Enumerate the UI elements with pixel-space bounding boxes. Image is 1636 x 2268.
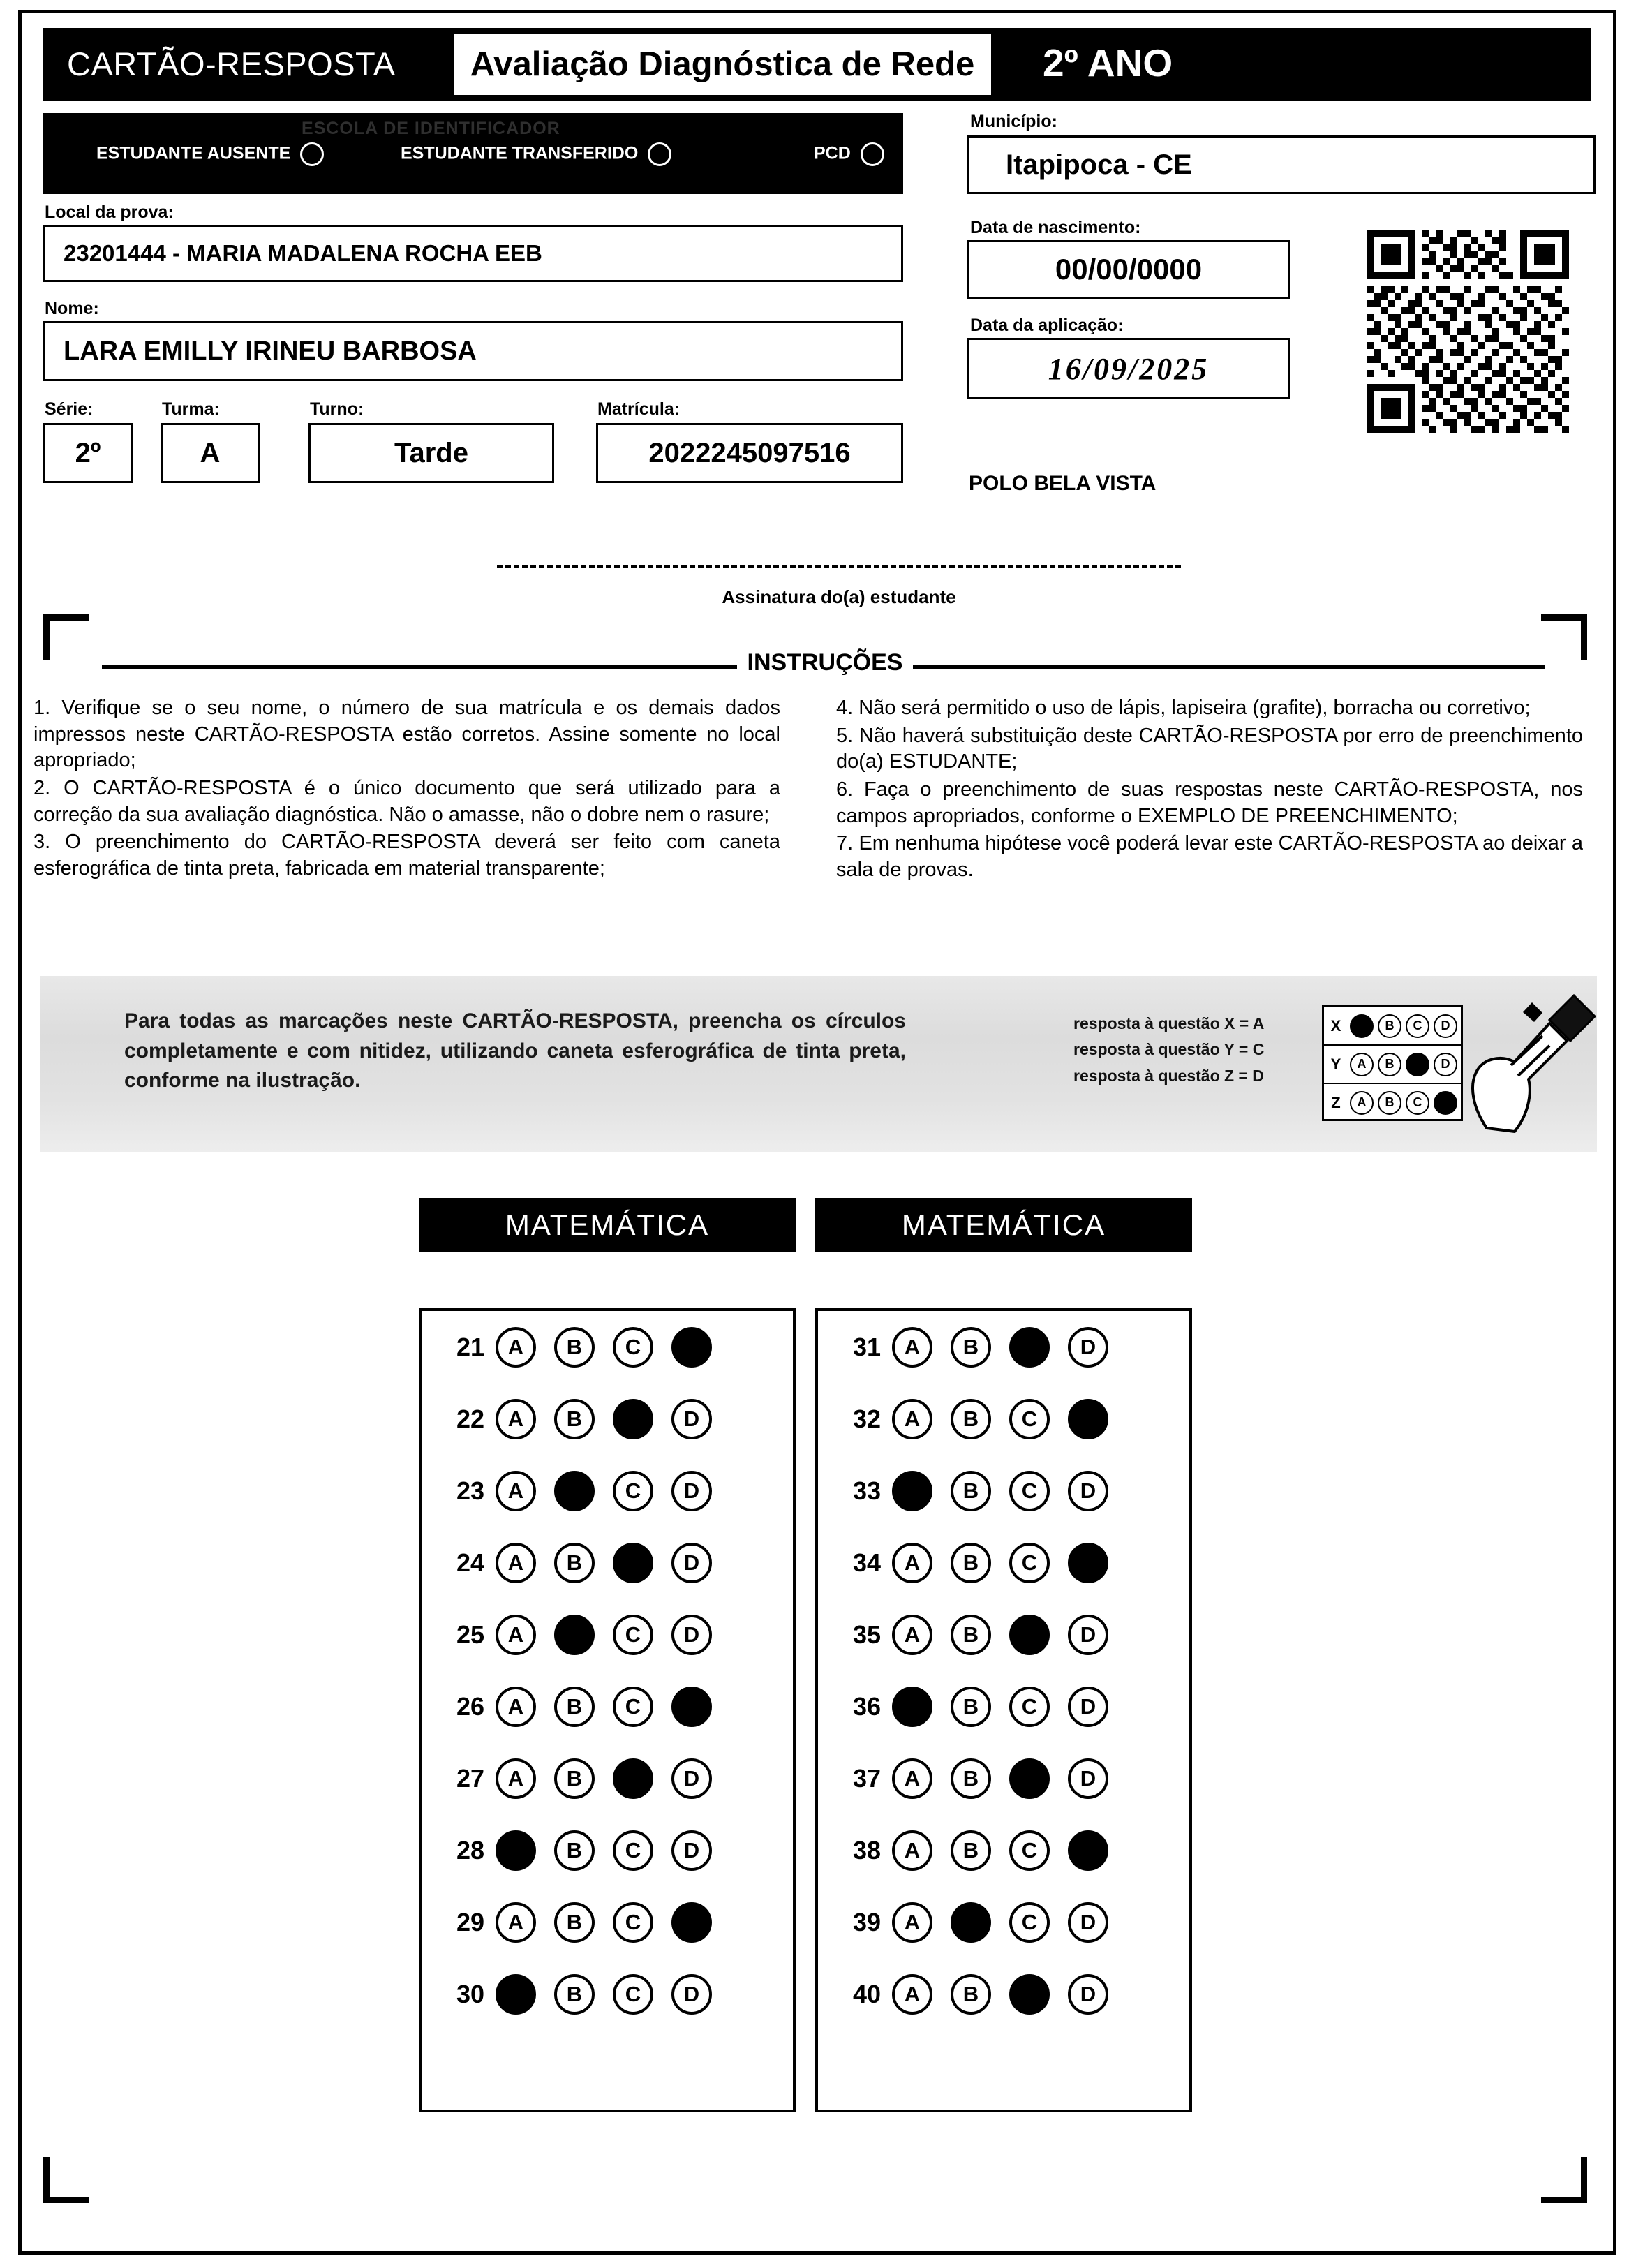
subject-header-block-2: MATEMÁTICA [815,1198,1192,1252]
question-row[interactable] [818,1383,1189,1455]
option-bubble-c[interactable]: C [1009,1830,1050,1871]
option-bubble-b[interactable]: B [554,1758,595,1799]
option-bubble-c[interactable]: C [1009,1974,1050,2015]
example-bubble: D [1434,1091,1457,1115]
local-label: Local da prova: [45,202,174,222]
nascimento-value: 00/00/0000 [1055,253,1203,286]
corner-mark-top-left [43,614,89,660]
question-number: 39 [852,1907,881,1936]
option-bubble-a[interactable]: A [892,1471,932,1511]
question-row[interactable] [422,1455,793,1527]
question-row[interactable] [818,1599,1189,1670]
question-number: 27 [456,1763,484,1793]
question-number: 22 [456,1404,484,1433]
option-bubble-b[interactable]: B [951,1758,991,1799]
question-row[interactable] [818,1311,1189,1383]
option-bubble-b[interactable]: B [951,1543,991,1583]
local-field[interactable] [43,225,903,282]
signature-line [497,565,1181,568]
option-bubble-d[interactable]: D [1068,1471,1108,1511]
aplicacao-field[interactable] [967,338,1290,399]
option-bubble-c[interactable]: C [613,1902,653,1943]
option-bubble-c[interactable]: C [1009,1543,1050,1583]
question-row[interactable] [422,1958,793,2030]
student-absent-label: ESTUDANTE AUSENTE [96,143,291,163]
option-bubble-b[interactable]: B [951,1687,991,1727]
option-bubble-a[interactable]: A [496,1471,536,1511]
option-bubble-d[interactable]: D [1068,1399,1108,1439]
fill-example-text: Para todas as marcações neste CARTÃO-RESPOSTA, preencha os círculos completamente e com nitidez, utilizando caneta esferográfica de tinta preta, conforme na ilustração. [124,1009,906,1092]
question-row[interactable] [818,1742,1189,1814]
option-bubble-a[interactable]: A [496,1687,536,1727]
option-bubble-b[interactable]: B [554,1327,595,1368]
example-row-label: X [1330,1016,1341,1035]
instruction-item: 7. Em nenhuma hipótese você poderá levar este CARTÃO-RESPOSTA ao deixar a sala de provas. [836,832,1583,882]
question-number: 25 [456,1620,484,1649]
option-bubble-d[interactable]: D [671,1615,712,1655]
option-bubble-c[interactable]: C [1009,1687,1050,1727]
option-bubble-a[interactable]: A [496,1758,536,1799]
instructions-title: INSTRUÇÕES [747,649,903,676]
question-number: 23 [456,1476,484,1505]
question-row[interactable] [818,1670,1189,1742]
absent-bubble[interactable] [300,142,324,166]
option-bubble-c[interactable]: C [613,1758,653,1799]
option-bubble-b[interactable]: B [554,1615,595,1655]
polo-label: POLO BELA VISTA [969,472,1157,495]
instructions-rule-right [913,665,1545,669]
example-row-label: Y [1330,1055,1341,1073]
question-number: 21 [456,1332,484,1361]
hand-with-pen-icon [1445,988,1597,1142]
option-bubble-d[interactable]: D [671,1543,712,1583]
exam-title: Avaliação Diagnóstica de Rede [454,34,991,95]
instruction-item: 5. Não haverá substituição deste CARTÃO-RESPOSTA por erro de preenchimento do(a) ESTUDANTE; [836,724,1583,773]
option-bubble-a[interactable]: A [496,1399,536,1439]
option-bubble-a[interactable]: A [892,1902,932,1943]
qr-code [1367,230,1569,433]
example-bubble: A [1350,1091,1374,1115]
option-bubble-d[interactable]: D [671,1687,712,1727]
signature-label: Assinatura do(a) estudante [722,586,956,607]
aplicacao-value: 16/09/2025 [1048,351,1210,386]
question-number: 34 [852,1548,881,1577]
option-bubble-a[interactable]: A [892,1615,932,1655]
option-bubble-d[interactable]: D [1068,1687,1108,1727]
example-bubble: C [1406,1053,1429,1076]
serie-label: Série: [45,399,94,419]
question-number: 37 [852,1763,881,1793]
option-bubble-b[interactable]: B [554,1543,595,1583]
option-bubble-d[interactable]: D [1068,1327,1108,1368]
option-bubble-d[interactable]: D [1068,1543,1108,1583]
turno-value: Tarde [394,437,468,468]
option-bubble-d[interactable]: D [1068,1974,1108,2015]
serie-value: 2º [75,437,101,468]
option-bubble-a[interactable]: A [496,1615,536,1655]
option-bubble-d[interactable]: D [1068,1758,1108,1799]
grade-level: 2º ANO [1043,41,1173,84]
turno-field[interactable] [308,423,554,483]
example-bubble: C [1406,1014,1429,1038]
matricula-value: 2022245097516 [648,437,851,468]
option-bubble-b[interactable]: B [951,1471,991,1511]
nome-field[interactable] [43,321,903,381]
question-row[interactable] [422,1527,793,1599]
option-bubble-b[interactable]: B [951,1615,991,1655]
option-bubble-b[interactable]: B [554,1687,595,1727]
question-row[interactable] [422,1670,793,1742]
example-bubble: B [1378,1091,1401,1115]
option-bubble-a[interactable]: A [892,1758,932,1799]
option-bubble-c[interactable]: C [1009,1327,1050,1368]
turma-label: Turma: [162,399,220,419]
option-bubble-a[interactable]: A [892,1327,932,1368]
answer-block-2 [815,1308,1192,2112]
option-bubble-a[interactable]: A [892,1830,932,1871]
option-bubble-d[interactable]: D [671,1830,712,1871]
option-bubble-b[interactable]: B [554,1399,595,1439]
option-bubble-a[interactable]: A [892,1687,932,1727]
instruction-item: 6. Faça o preenchimento de suas respostas neste CARTÃO-RESPOSTA, nos campos apropriados, conforme o EXEMPLO DE PREENCHIMENTO; [836,778,1583,827]
nascimento-field[interactable] [967,240,1290,299]
question-number: 35 [852,1620,881,1649]
municipio-field[interactable] [967,135,1596,194]
example-row [1324,1046,1461,1084]
option-bubble-b[interactable]: B [554,1471,595,1511]
question-number: 40 [852,1979,881,2008]
option-bubble-b[interactable]: B [951,1830,991,1871]
answer-block-1 [419,1308,796,2112]
instruction-item: 4. Não será permitido o uso de lápis, lapiseira (grafite), borracha ou corretivo; [836,697,1531,719]
option-bubble-b[interactable]: B [951,1327,991,1368]
student-status-bar [43,113,903,194]
aplicacao-label: Data da aplicação: [970,316,1124,335]
example-answer-line: resposta à questão Z = D [1073,1066,1264,1085]
nome-value: LARA EMILLY IRINEU BARBOSA [64,336,477,366]
example-bubble: D [1434,1053,1457,1076]
turma-value: A [200,437,221,468]
matricula-field[interactable] [596,423,903,483]
municipio-value: Itapipoca - CE [1006,149,1192,180]
pcd-bubble[interactable] [861,142,884,166]
fill-example-grid [1322,1005,1463,1121]
option-bubble-a[interactable]: A [496,1902,536,1943]
option-bubble-b[interactable]: B [554,1974,595,2015]
question-number: 32 [852,1404,881,1433]
example-bubble: A [1350,1053,1374,1076]
question-number: 26 [456,1691,484,1721]
student-transferred-option[interactable] [401,142,671,166]
student-absent-option[interactable] [96,142,324,166]
option-bubble-c[interactable]: C [1009,1615,1050,1655]
option-bubble-c[interactable]: C [613,1974,653,2015]
school-identifier-label: ESCOLA DE IDENTIFICADOR [302,119,560,138]
question-row[interactable] [422,1383,793,1455]
instruction-item: 2. O CARTÃO-RESPOSTA é o único documento que será utilizado para a correção da sua avaliação diagnóstica. Não o amasse, não o dobre nem o rasure; [34,777,780,826]
option-bubble-c[interactable]: C [613,1615,653,1655]
question-row[interactable] [818,1455,1189,1527]
option-bubble-b[interactable]: B [951,1974,991,2015]
option-bubble-b[interactable]: B [951,1399,991,1439]
option-bubble-c[interactable]: C [613,1830,653,1871]
option-bubble-d[interactable]: D [671,1471,712,1511]
question-number: 38 [852,1835,881,1865]
local-value: 23201444 - MARIA MADALENA ROCHA EEB [64,240,542,266]
example-answer-line: resposta à questão X = A [1073,1014,1265,1032]
question-number: 28 [456,1835,484,1865]
option-bubble-c[interactable]: C [613,1687,653,1727]
option-bubble-c[interactable]: C [613,1327,653,1368]
subject-header-block-1: MATEMÁTICA [419,1198,796,1252]
nascimento-label: Data de nascimento: [970,218,1141,237]
question-row[interactable] [422,1814,793,1886]
question-number: 29 [456,1907,484,1936]
option-bubble-c[interactable]: C [613,1471,653,1511]
instruction-item: 3. O preenchimento do CARTÃO-RESPOSTA deverá ser feito com caneta esferográfica de tinta preta, fabricada em material transparente; [34,831,780,880]
municipio-label: Município: [970,112,1057,131]
instruction-item: 1. Verifique se o seu nome, o número de sua matrícula e os demais dados impressos neste CARTÃO-RESPOSTA estão corretos. Assine somente no local apropriado; [34,697,780,772]
question-row[interactable] [818,1958,1189,2030]
instructions-column-left [34,695,780,884]
option-bubble-b[interactable]: B [951,1902,991,1943]
option-bubble-a[interactable]: A [892,1399,932,1439]
question-number: 24 [456,1548,484,1577]
option-bubble-c[interactable]: C [1009,1758,1050,1799]
option-bubble-d[interactable]: D [671,1974,712,2015]
page-title: CARTÃO-RESPOSTA [67,45,396,82]
option-bubble-d[interactable]: D [1068,1902,1108,1943]
option-bubble-c[interactable]: C [1009,1399,1050,1439]
question-row[interactable] [422,1886,793,1958]
corner-mark-bottom-right [1541,2157,1587,2203]
corner-mark-bottom-left [43,2157,89,2203]
option-bubble-d[interactable]: D [671,1327,712,1368]
option-bubble-d[interactable]: D [1068,1615,1108,1655]
question-row[interactable] [422,1742,793,1814]
option-bubble-a[interactable]: A [496,1974,536,2015]
option-bubble-a[interactable]: A [496,1543,536,1583]
option-bubble-a[interactable]: A [496,1327,536,1368]
example-bubble: D [1434,1014,1457,1038]
example-row [1324,1007,1461,1046]
option-bubble-c[interactable]: C [1009,1902,1050,1943]
transferred-bubble[interactable] [648,142,671,166]
fill-example-answers [1073,1011,1264,1089]
example-bubble: B [1378,1014,1401,1038]
question-number: 36 [852,1691,881,1721]
option-bubble-c[interactable]: C [613,1543,653,1583]
question-row[interactable] [818,1886,1189,1958]
option-bubble-b[interactable]: B [554,1830,595,1871]
example-row-label: Z [1331,1093,1341,1111]
example-bubble: C [1406,1091,1429,1115]
question-row[interactable] [818,1814,1189,1886]
option-bubble-b[interactable]: B [554,1902,595,1943]
student-transferred-label: ESTUDANTE TRANSFERIDO [401,143,639,163]
question-number: 31 [852,1332,881,1361]
option-bubble-a[interactable]: A [892,1974,932,2015]
option-bubble-c[interactable]: C [613,1399,653,1439]
option-bubble-d[interactable]: D [671,1902,712,1943]
turma-field[interactable] [161,423,260,483]
option-bubble-d[interactable]: D [671,1399,712,1439]
document-header [43,28,1591,101]
example-bubble: A [1350,1014,1374,1038]
option-bubble-c[interactable]: C [1009,1471,1050,1511]
example-row [1324,1084,1461,1121]
question-number: 33 [852,1476,881,1505]
option-bubble-a[interactable]: A [892,1543,932,1583]
example-answer-line: resposta à questão Y = C [1073,1040,1265,1059]
corner-mark-top-right [1541,614,1587,660]
option-bubble-d[interactable]: D [671,1758,712,1799]
question-row[interactable] [422,1311,793,1383]
question-number: 30 [456,1979,484,2008]
serie-field[interactable] [43,423,133,483]
instructions-column-right [836,695,1583,885]
instructions-rule-left [102,665,737,669]
matricula-label: Matrícula: [597,399,681,419]
nome-label: Nome: [45,299,99,318]
pcd-label: PCD [814,143,851,163]
example-bubble: B [1378,1053,1401,1076]
question-row[interactable] [422,1599,793,1670]
pcd-option[interactable] [814,142,884,166]
option-bubble-a[interactable]: A [496,1830,536,1871]
question-row[interactable] [818,1527,1189,1599]
fill-example-band [40,976,1597,1152]
turno-label: Turno: [310,399,364,419]
option-bubble-d[interactable]: D [1068,1830,1108,1871]
